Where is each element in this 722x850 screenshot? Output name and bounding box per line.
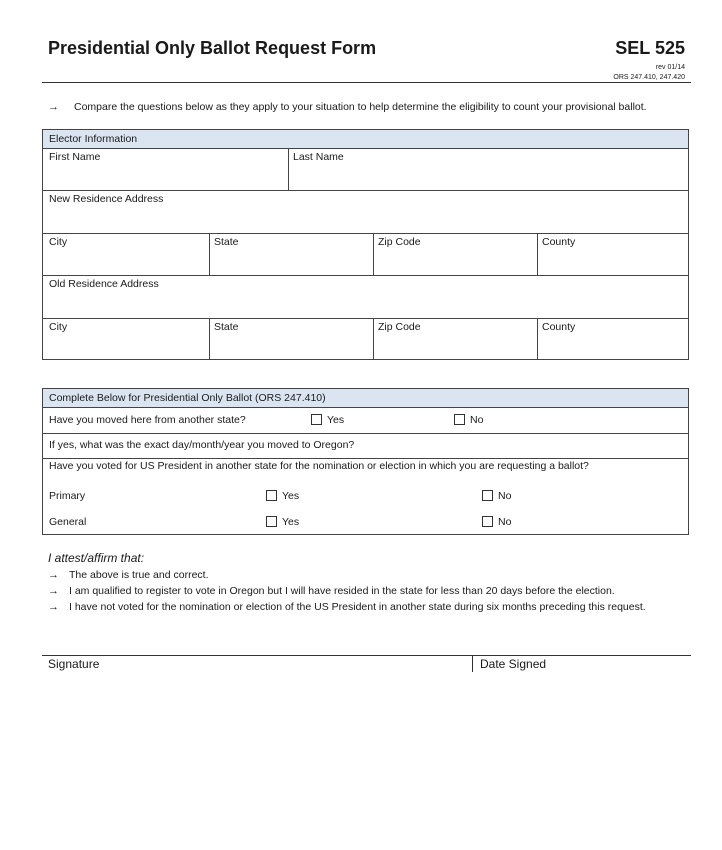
primary-yes-checkbox[interactable]: [266, 490, 277, 501]
elector-information-heading: Elector Information: [43, 130, 688, 149]
moved-no-label: No: [470, 414, 484, 426]
divider: [43, 233, 688, 234]
move-date-field[interactable]: If yes, what was the exact day/month/year you moved to Oregon?: [49, 439, 355, 451]
intro-text: Compare the questions below as they apply to your situation to help determine the eligibility to count your provisional ballot.: [74, 101, 647, 113]
presidential-only-section: [42, 388, 689, 535]
general-no-label: No: [498, 516, 512, 528]
attest-item: [48, 601, 646, 613]
form-revision-block: [613, 63, 685, 83]
first-name-field[interactable]: First Name: [49, 151, 101, 163]
old-zip-code-field[interactable]: Zip Code: [378, 321, 421, 333]
primary-no-label: No: [498, 490, 512, 502]
date-signed-field[interactable]: Date Signed: [480, 657, 547, 671]
arrow-icon: →: [48, 601, 59, 613]
attest-item-text: I am qualified to register to vote in Oregon but I will have resided in the state for less than 20 days before the election.: [69, 585, 615, 597]
last-name-field[interactable]: Last Name: [293, 151, 344, 163]
new-city-field[interactable]: City: [49, 236, 68, 248]
divider: [209, 318, 210, 360]
divider: [472, 655, 473, 672]
divider: [43, 190, 688, 191]
old-city-field[interactable]: City: [49, 321, 68, 333]
primary-no-checkbox[interactable]: [482, 490, 493, 501]
primary-yes-label: Yes: [282, 490, 300, 502]
voted-question: Have you voted for US President in another state for the nomination or election in which you are requesting a ballot?: [49, 460, 589, 472]
divider: [537, 233, 538, 275]
divider: [209, 233, 210, 275]
attest-item-text: I have not voted for the nomination or election of the US President in another state during six months preceding this request.: [69, 601, 646, 613]
divider: [43, 275, 688, 276]
old-state-field[interactable]: State: [214, 321, 239, 333]
old-residence-address-field[interactable]: Old Residence Address: [49, 278, 159, 290]
presidential-only-heading: Complete Below for Presidential Only Ballot (ORS 247.410): [43, 389, 688, 408]
attest-item-text: The above is true and correct.: [69, 569, 209, 581]
header-rule: [42, 82, 691, 83]
new-zip-code-field[interactable]: Zip Code: [378, 236, 421, 248]
revision-date: rev 01/14: [655, 64, 685, 71]
new-residence-address-field[interactable]: New Residence Address: [49, 193, 164, 205]
general-no-checkbox[interactable]: [482, 516, 493, 527]
elector-information-section: [42, 129, 689, 360]
divider: [43, 433, 688, 434]
moved-yes-checkbox[interactable]: [311, 414, 322, 425]
general-yes-label: Yes: [282, 516, 300, 528]
arrow-icon: →: [48, 585, 59, 597]
arrow-icon: →: [48, 569, 59, 581]
general-label: General: [49, 516, 87, 528]
form-title: Presidential Only Ballot Request Form: [48, 38, 377, 58]
moved-yes-label: Yes: [327, 414, 345, 426]
general-yes-checkbox[interactable]: [266, 516, 277, 527]
signature-rule: [42, 655, 691, 656]
statute-reference: ORS 247.410, 247.420: [613, 74, 685, 81]
divider: [43, 318, 688, 319]
intro-instruction: [48, 101, 647, 113]
new-county-field[interactable]: County: [542, 236, 576, 248]
divider: [373, 318, 374, 360]
divider: [288, 148, 289, 190]
form-number: SEL 525: [615, 38, 685, 58]
moved-no-checkbox[interactable]: [454, 414, 465, 425]
old-county-field[interactable]: County: [542, 321, 576, 333]
divider: [373, 233, 374, 275]
divider: [537, 318, 538, 360]
attest-item: [48, 569, 209, 581]
new-state-field[interactable]: State: [214, 236, 239, 248]
moved-question: Have you moved here from another state?: [49, 414, 246, 426]
attest-title: I attest/affirm that:: [48, 551, 145, 565]
signature-field[interactable]: Signature: [48, 657, 100, 671]
arrow-icon: →: [48, 101, 59, 113]
primary-label: Primary: [49, 490, 86, 502]
attest-item: [48, 585, 615, 597]
divider: [43, 458, 688, 459]
